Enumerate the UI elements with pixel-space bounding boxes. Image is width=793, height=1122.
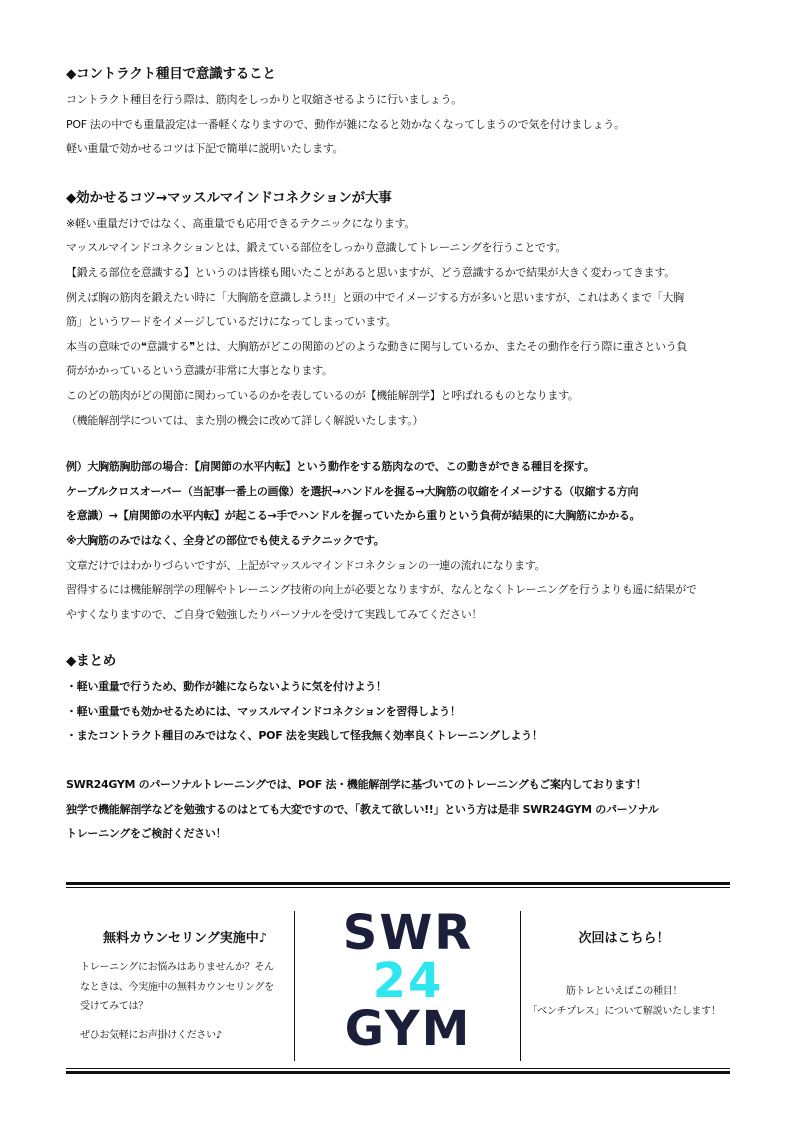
counseling-closing: ぜひお気軽にお声掛けください♪ [80,1029,222,1041]
paragraph-line: 習得するには機能解剖学の理解やトレーニング技術の向上が必要となりますが、なんとなくトレーニングを行うよりも遥に結果がで [66,583,697,597]
footer-divider-left [294,911,295,1061]
paragraph-line: （機能解剖学については、また別の機会に改めて詳しく解説いたします。） [66,413,424,427]
summary-item: ・またコントラクト種目のみではなく、POF 法を実践して怪我無く効率良くトレーニングしよう！ [66,729,543,743]
footer-divider-bottom-thin [66,1068,730,1069]
counseling-title: 無料カウンセリング実施中♪ [102,931,268,946]
paragraph-line: 【鍛える部位を意識する】というのは皆様も聞いたことがあると思いますが、どう意識するかで結果が大きく変わってきます。 [66,265,675,279]
next-article-box [524,928,724,1021]
summary-item: ・軽い重量でも効かせるためには、マッスルマインドコネクションを習得しよう！ [66,704,461,718]
footer-divider-top-thin [66,887,730,888]
paragraph-line: ※軽い重量だけではなく、高重量でも応用できるテクニックになります。 [66,216,416,230]
paragraph-line: コントラクト種目を行う際は、筋肉をしっかりと収縮させるように行いましょう。 [66,93,462,106]
promo-line: 独学で機能解剖学などを勉強するのはとても大変ですので、「教えて欲しい!!」という方は是非 SWR24GYM のパーソナル [66,802,659,816]
footer-divider-top [66,882,730,885]
paragraph-line: POF 法の中でも重量設定は一番軽くなりますので、動作が雑になると効かなくなってしまうので気を付けましょう。 [66,117,625,131]
next-article-line: 「ベンチプレス」について解説いたします！ [527,1005,721,1017]
example-bold-line: 例）大胸筋胸肋部の場合：【肩関節の水平内転】という動作をする筋肉なので、この動きができる種目を探す。 [66,460,595,474]
next-article-title: 次回はこちら！ [578,931,670,946]
paragraph-line: このどの筋肉がどの関節に関わっているのかを表しているのが【機能解剖学】と呼ばれるものとなります。 [66,388,579,402]
article-body [66,64,730,847]
summary-item: ・軽い重量で行うため、動作が雑にならないように気を付けよう！ [66,680,387,694]
paragraph-line: 本当の意味での❝意識する❞とは、大胸筋がどこの関節のどのような動きに関与しているか、またその動作を行う際に重さという負 [66,339,688,353]
promo-line: トレーニングをご検討ください！ [66,827,227,841]
footer-divider-right [520,911,521,1061]
section-heading-contract: ◆コントラクト種目で意識すること [66,66,276,82]
section-heading-tips: ◆効かせるコツ→マッスルマインドコネクションが大事 [66,189,392,206]
counseling-line: なときは、今実施中の無料カウンセリングを [80,981,274,993]
counseling-box [80,928,290,1045]
paragraph-line: やすくなりますので、ご自身で勉強したりパーソナルを受けて実践してみてください！ [66,607,483,621]
counseling-line: 受けてみては？ [80,1001,148,1012]
paragraph-line: 筋」というワードをイメージしているだけになってしまっています。 [66,315,397,329]
example-bold-line: ※大胸筋のみではなく、全身どの部位でも使えるテクニックです。 [66,533,385,547]
footer-banner [66,882,730,1078]
paragraph-line: 文章だけではわかりづらいですが、上記がマッスルマインドコネクションの一連の流れになります。 [66,558,546,572]
paragraph-line: 軽い重量で効かせるコツは下記で簡単に説明いたします。 [66,142,344,156]
footer-divider-bottom [66,1071,730,1074]
promo-line: SWR24GYM のパーソナルトレーニングでは、POF 法・機能解剖学に基づいてのトレーニングもご案内しております！ [66,778,647,792]
paragraph-line: マッスルマインドコネクションとは、鍛えている部位をしっかり意識してトレーニングを行うことです。 [66,241,567,255]
logo-text-swr: SWR [342,905,474,961]
swr24gym-logo [338,905,478,1057]
counseling-line: トレーニングにお悩みはありませんか？そん [80,962,274,973]
logo-text-gym: GYM [344,1001,472,1057]
example-bold-line: を意識）→【肩関節の水平内転】が起こる→手でハンドルを握っていたから重りという負荷が結果的に大胸筋にかかる。 [66,509,641,523]
example-bold-line: ケーブルクロスオーバー（当記事一番上の画像）を選択→ハンドルを握る→大胸筋の収縮をイメージする（収縮する方向 [66,484,639,498]
paragraph-line: 例えば胸の筋肉を鍛えたい時に「大胸筋を意識しよう!!」と頭の中でイメージする方が多いと思いますが、これはあくまで「大胸 [66,290,684,304]
section-heading-summary: ◆まとめ [66,653,117,670]
paragraph-line: 荷がかかっているという意識が非常に大事となります。 [66,364,333,378]
logo-text-24: 24 [372,953,444,1009]
next-article-line: 筋トレといえばこの種目！ [565,986,683,997]
